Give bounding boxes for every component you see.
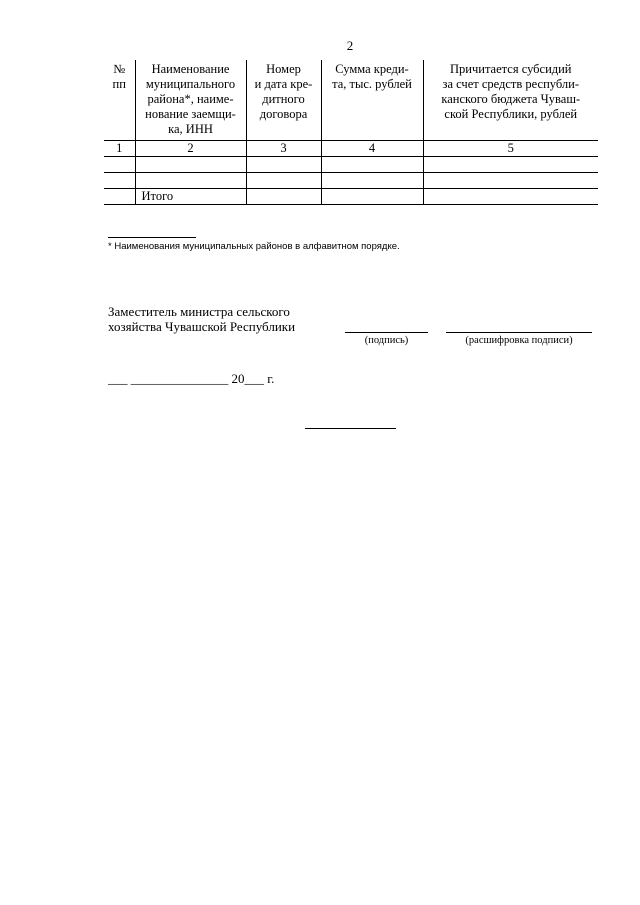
signatory-title-line: Заместитель министра сельского [108,304,290,319]
header-text: ской Республики, рублей [444,107,578,121]
column-number-row [104,141,598,157]
header-text: дитного [262,92,305,106]
header-district-name [135,60,246,141]
header-text: нование заемщи- [145,107,236,121]
header-credit-amount [321,60,423,141]
header-text: та, тыс. рублей [332,77,412,91]
table-cell [135,157,246,173]
table-cell [321,173,423,189]
table-cell [423,189,598,205]
column-number: 1 [104,141,135,157]
column-number: 3 [246,141,321,157]
table-cell [246,189,321,205]
footnote: * Наименования муниципальных районов в алфавитном порядке. [108,241,400,252]
signature-line [345,332,428,333]
table-cell [246,173,321,189]
total-row [104,189,598,205]
footnote-separator [108,237,196,238]
table-row [104,173,598,189]
table-cell [104,173,135,189]
signatory-title-line: хозяйства Чувашской Республики [108,319,296,334]
table-cell [321,157,423,173]
column-number: 2 [135,141,246,157]
signatory-title [108,304,295,334]
signature-decoding-line [446,332,592,333]
table-cell [104,189,135,205]
subsidy-table [104,60,598,205]
header-text: Номер [266,62,301,76]
total-label: Итого [135,189,246,205]
column-number: 5 [423,141,598,157]
header-text: Наименование [151,62,230,76]
header-subsidy-due [423,60,598,141]
table-row [104,157,598,173]
table-cell [246,157,321,173]
header-text: Причитается субсидий [450,62,572,76]
signature-decoding-caption: (расшифровка подписи) [465,335,573,346]
header-text: муниципального [145,77,236,91]
header-text: за счет средств республи- [442,77,579,91]
table-cell [321,189,423,205]
header-text: № [113,62,126,76]
header-number [104,60,135,141]
header-text: пп [112,77,126,91]
header-text: и дата кре- [254,77,313,91]
header-text: ка, ИНН [168,122,213,136]
table-cell [135,173,246,189]
table-cell [104,157,135,173]
table-cell [423,157,598,173]
date-line: ___ _______________ 20___ г. [108,371,275,386]
page-number: 2 [346,38,354,53]
header-text: района*, наиме- [147,92,234,106]
header-text: Сумма креди- [335,62,409,76]
header-text: договора [259,107,308,121]
header-contract [246,60,321,141]
column-number: 4 [321,141,423,157]
signature-caption: (подпись) [364,335,409,346]
table-cell [423,173,598,189]
end-of-document-line [305,428,396,429]
header-text: канского бюджета Чуваш- [441,92,581,106]
